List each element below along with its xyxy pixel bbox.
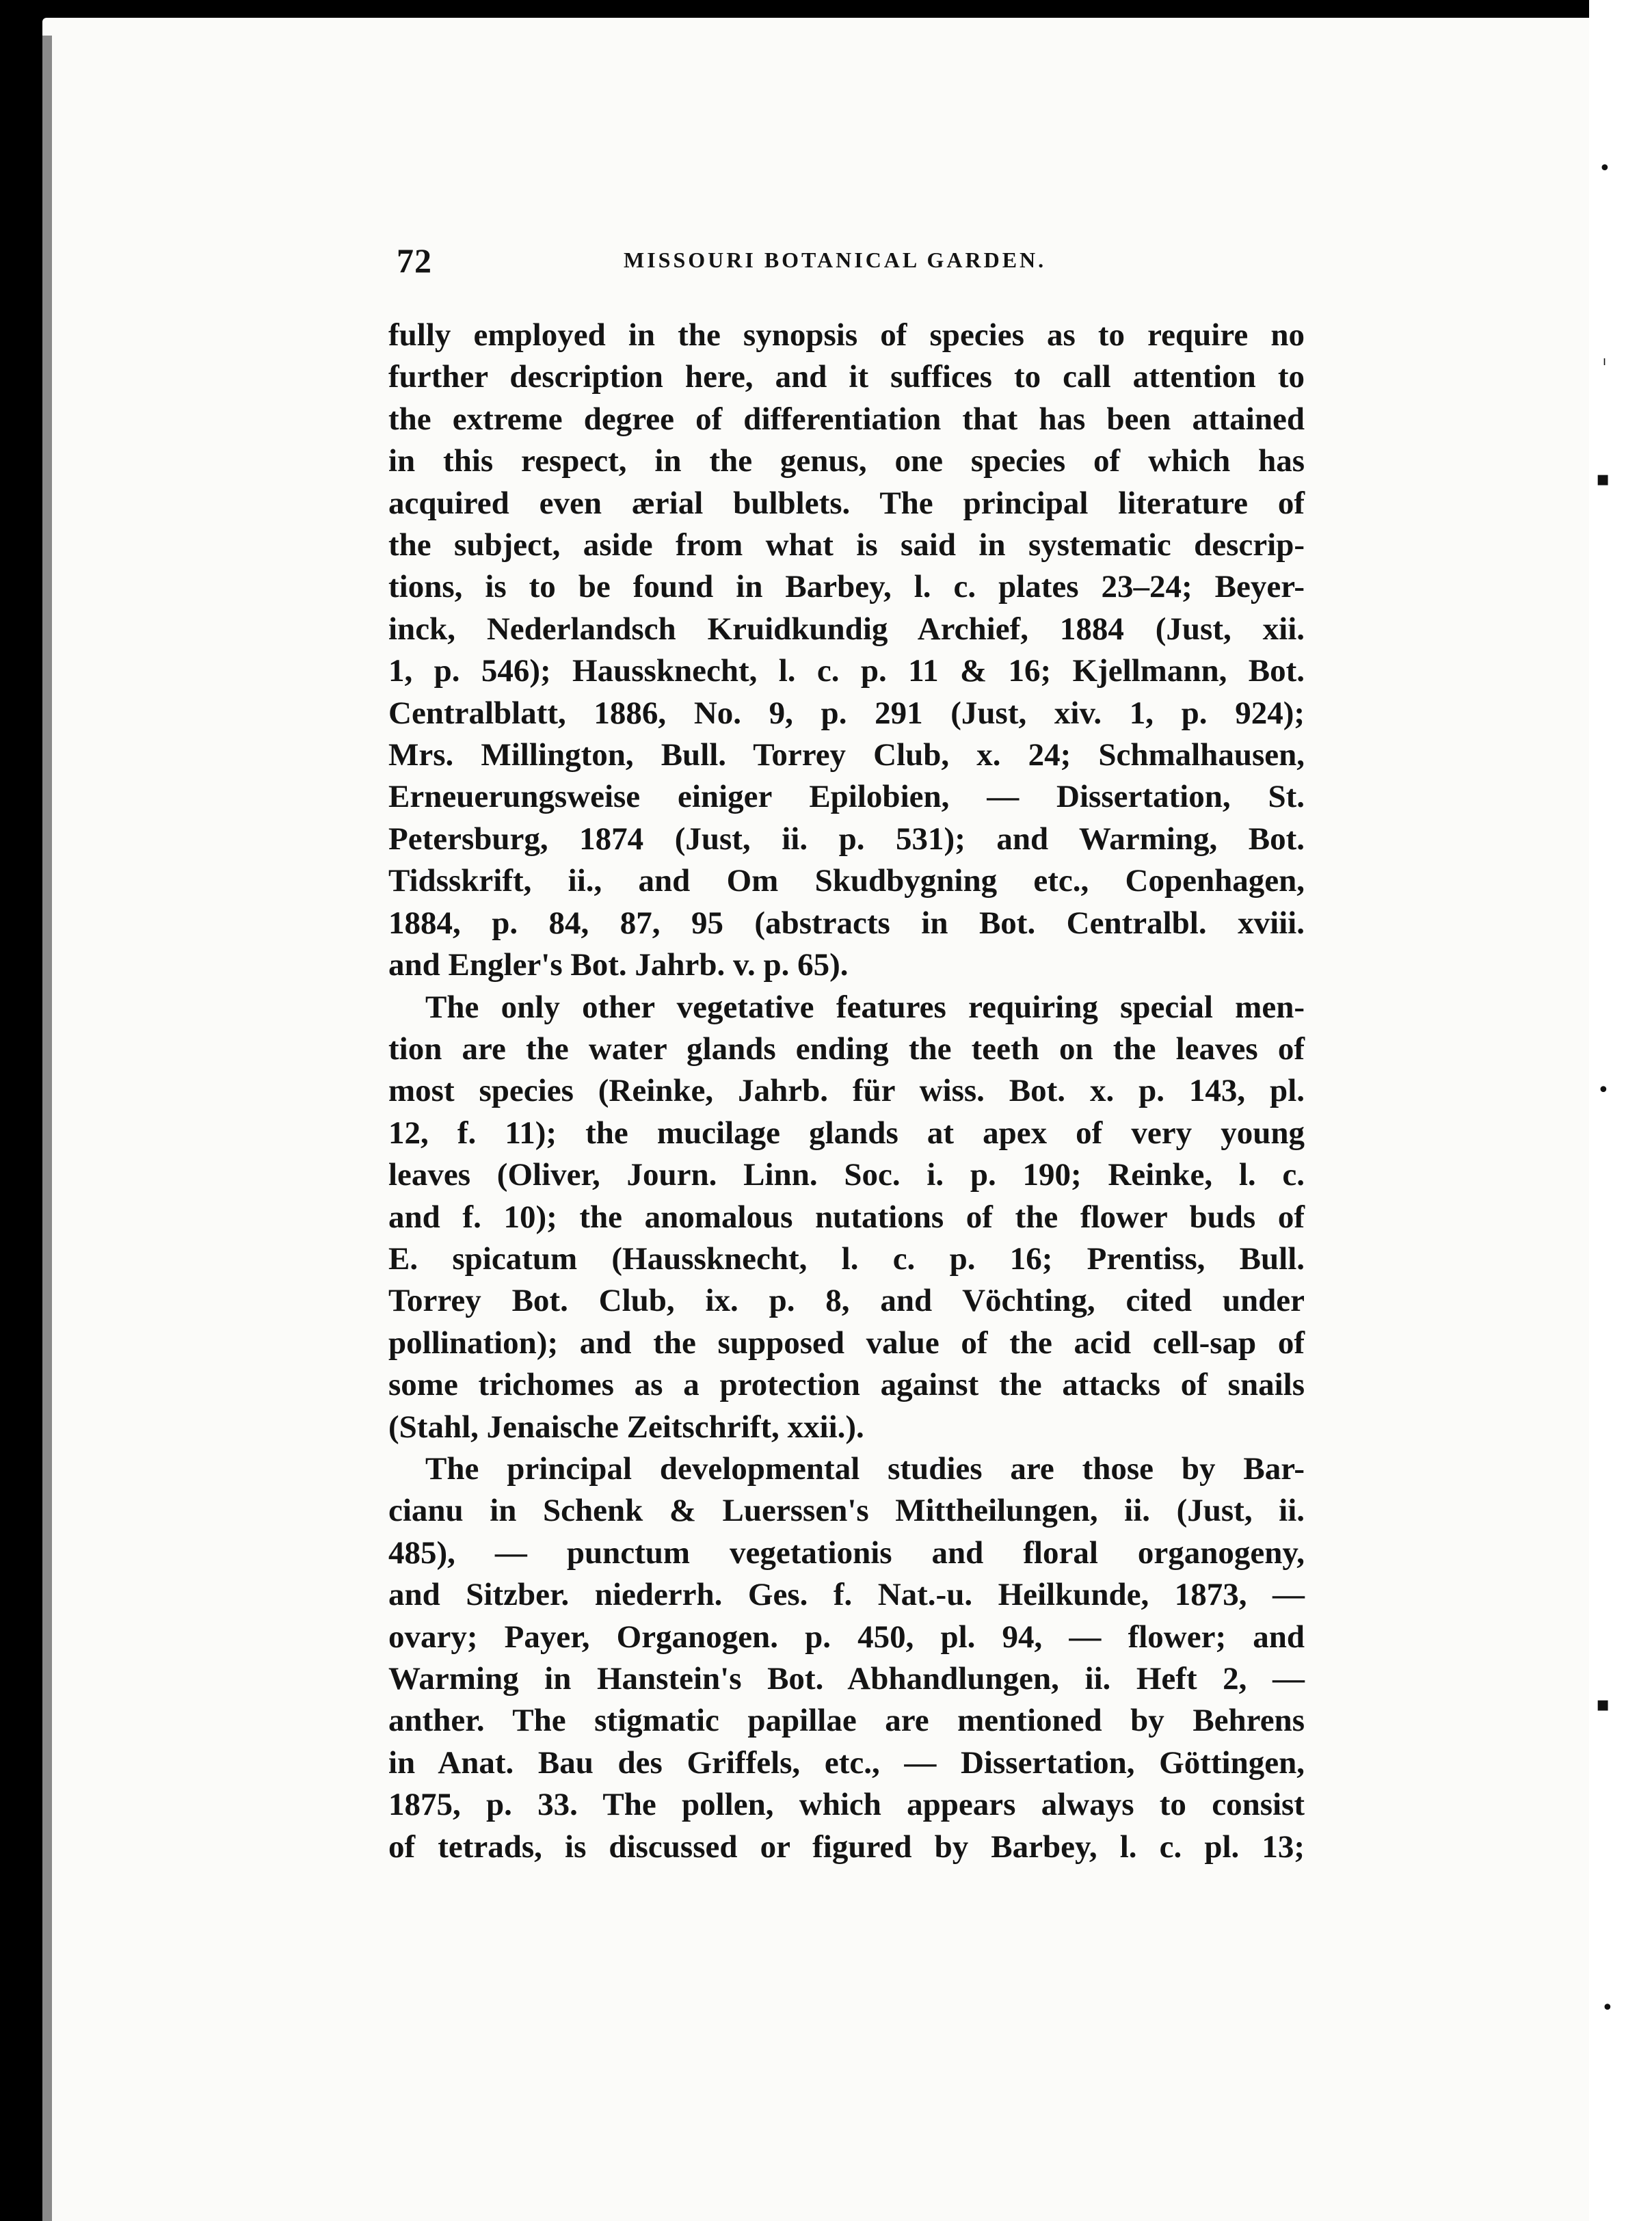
margin-speck: ▪: [1596, 467, 1610, 491]
text-line: further description here, and it suffices to call attention to: [388, 359, 1305, 395]
text-line: Mrs. Millington, Bull. Torrey Club, x. 24; Schmalhausen,: [388, 737, 1305, 773]
text-line: inck, Nederlandsch Kruidkundig Archief, 1884 (Just, xii.: [388, 611, 1305, 647]
text-line: 1, p. 546); Haussknecht, l. c. p. 11 & 16; Kjellmann, Bot.: [388, 653, 1305, 689]
text-line: of tetrads, is discussed or figured by Barbey, l. c. pl. 13;: [388, 1828, 1305, 1865]
text-line: Centralblatt, 1886, No. 9, p. 291 (Just, xiv. 1, p. 924);: [388, 695, 1305, 731]
text-line: pollination); and the supposed value of the acid cell-sap of: [388, 1325, 1305, 1361]
body-text: [388, 315, 1305, 1868]
text-line: some trichomes as a protection against the attacks of snails: [388, 1367, 1305, 1403]
text-line: Erneuerungsweise einiger Epilobien, — Dissertation, St.: [388, 779, 1305, 815]
text-line: in this respect, in the genus, one species of which has: [388, 443, 1305, 479]
text-line: acquired even ærial bulblets. The principal literature of: [388, 485, 1305, 521]
text-line: the subject, aside from what is said in systematic descrip-: [388, 527, 1305, 563]
text-line: (Stahl, Jenaische Zeitschrift, xxii.).: [388, 1409, 864, 1445]
text-line: The only other vegetative features requiring special men-: [425, 989, 1305, 1025]
text-line: The principal developmental studies are those by Bar-: [425, 1450, 1305, 1487]
text-line: leaves (Oliver, Journ. Linn. Soc. i. p. 190; Reinke, l. c.: [388, 1157, 1305, 1193]
text-line: and f. 10); the anomalous nutations of the flower buds of: [388, 1199, 1305, 1235]
text-line: Warming in Hanstein's Bot. Abhandlungen, ii. Heft 2, —: [388, 1661, 1305, 1697]
text-line: cianu in Schenk & Luerssen's Mittheilungen, ii. (Just, ii.: [388, 1493, 1305, 1529]
text-line: the extreme degree of differentiation that has been attained: [388, 401, 1305, 437]
text-line: fully employed in the synopsis of species as to require no: [388, 317, 1305, 353]
page-header: [397, 241, 1463, 282]
text-line: Torrey Bot. Club, ix. p. 8, and Vöchting, cited under: [388, 1283, 1305, 1319]
text-line: tions, is to be found in Barbey, l. c. plates 23–24; Beyer-: [388, 569, 1305, 605]
running-head: MISSOURI BOTANICAL GARDEN.: [624, 248, 1047, 272]
margin-speck: ▪: [1596, 1692, 1610, 1716]
text-line: and Engler's Bot. Jahrb. v. p. 65).: [388, 947, 849, 983]
text-line: Tidsskrift, ii., and Om Skudbygning etc., Copenhagen,: [388, 863, 1305, 899]
text-line: ovary; Payer, Organogen. p. 450, pl. 94, — flower; and: [388, 1619, 1305, 1655]
page-number: 72: [397, 241, 432, 280]
text-line: 485), — punctum vegetationis and floral organogeny,: [388, 1534, 1305, 1571]
text-line: Petersburg, 1874 (Just, ii. p. 531); and Warming, Bot.: [388, 821, 1305, 857]
text-line: 1875, p. 33. The pollen, which appears always to consist: [388, 1787, 1305, 1823]
text-line: 12, f. 11); the mucilage glands at apex of very young: [388, 1115, 1305, 1151]
scan-top-edge: [0, 0, 1652, 18]
text-line: anther. The stigmatic papillae are mentioned by Behrens: [388, 1703, 1305, 1739]
text-line: 1884, p. 84, 87, 95 (abstracts in Bot. Centralbl. xviii.: [388, 905, 1305, 941]
text-line: most species (Reinke, Jahrb. für wiss. Bot. x. p. 143, pl.: [388, 1073, 1305, 1109]
text-line: in Anat. Bau des Griffels, etc., — Dissertation, Göttingen,: [388, 1744, 1305, 1781]
margin-speck: ı: [1603, 354, 1607, 369]
margin-speck: •: [1601, 1996, 1614, 2020]
text-line: and Sitzber. niederrh. Ges. f. Nat.-u. Heilkunde, 1873, —: [388, 1577, 1305, 1613]
text-line: tion are the water glands ending the teeth on the leaves of: [388, 1030, 1305, 1067]
margin-speck: •: [1597, 1078, 1610, 1102]
text-line: E. spicatum (Haussknecht, l. c. p. 16; Prentiss, Bull.: [388, 1240, 1305, 1277]
page-left-edge-shadow: [42, 36, 52, 2221]
scan-right-margin: [1589, 0, 1652, 2221]
margin-speck: •: [1599, 157, 1611, 181]
